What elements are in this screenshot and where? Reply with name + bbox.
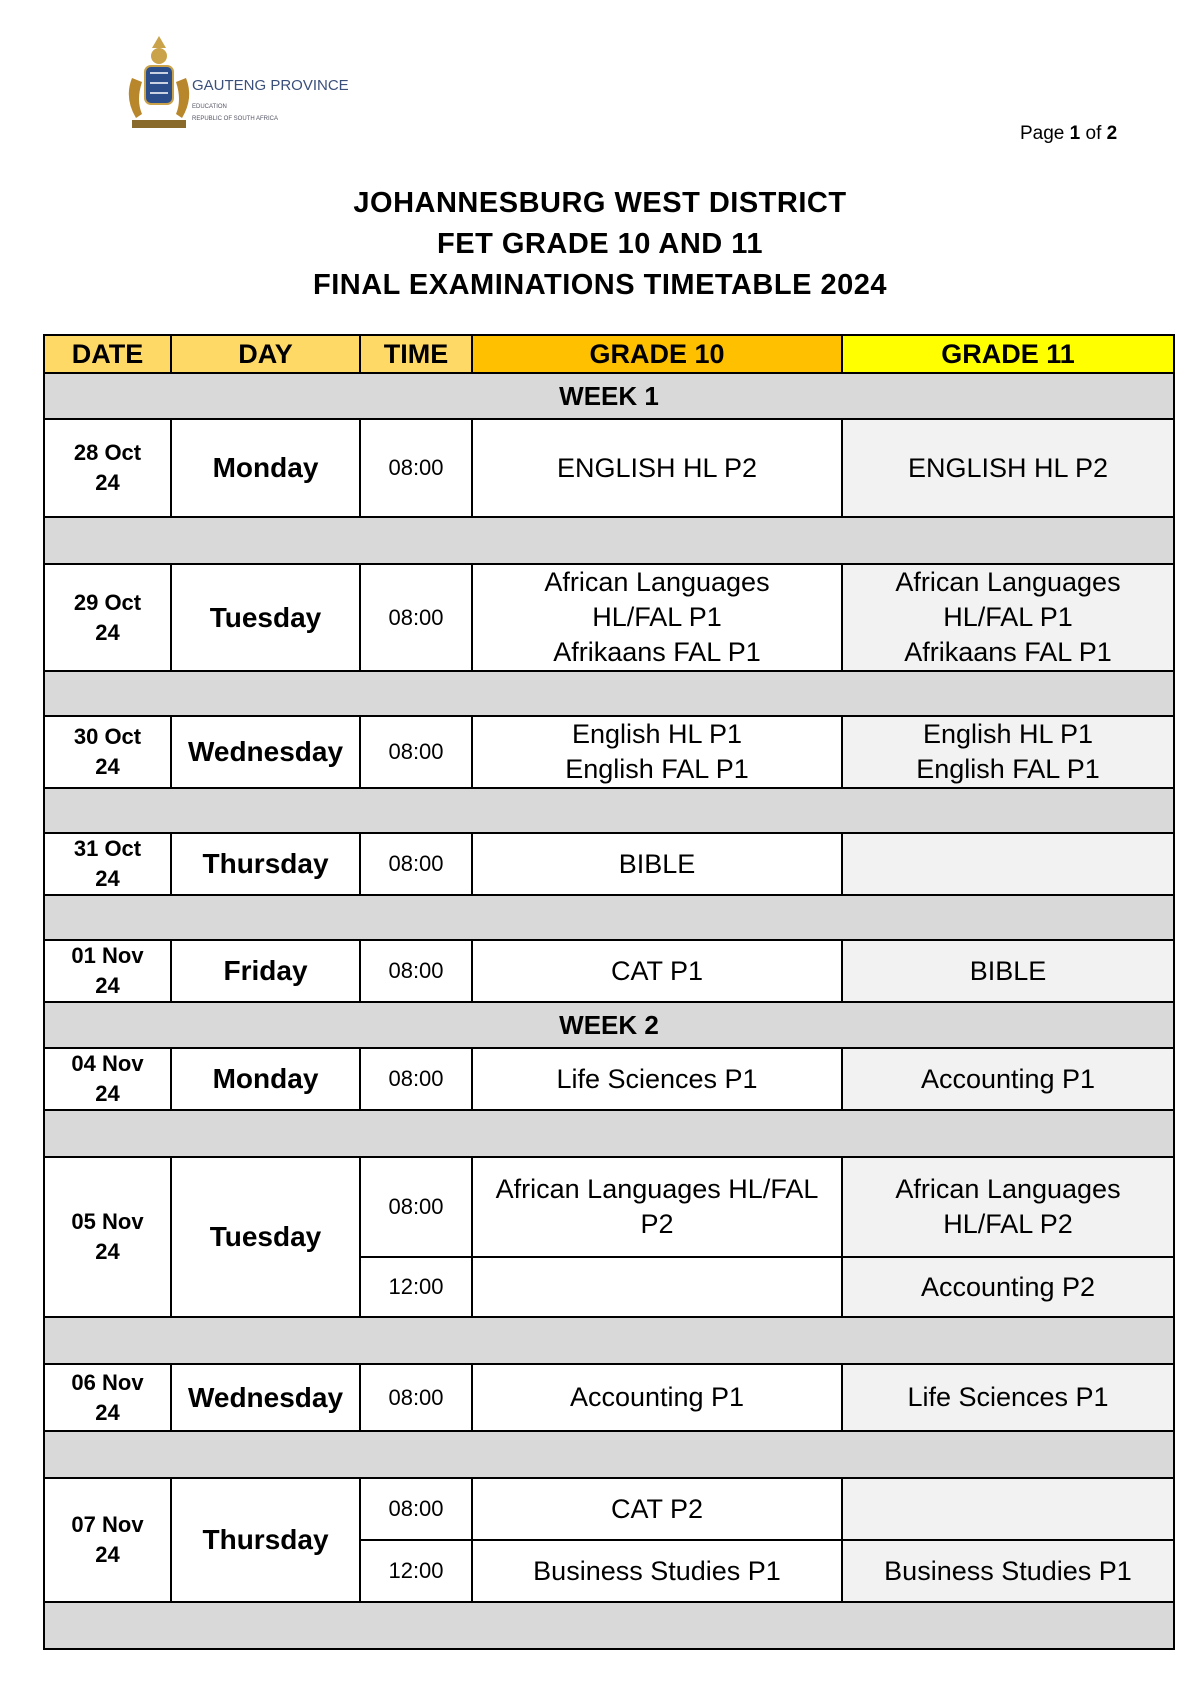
grade-10-cell: [472, 1540, 842, 1602]
cell-text-line: Business Studies P1: [533, 1555, 781, 1586]
cell-text-line: HL/FAL P2: [943, 1209, 1073, 1239]
cell-text-line: 24: [95, 1081, 120, 1106]
spacer-cell: [44, 517, 1174, 564]
grade-10-cell: [472, 1364, 842, 1431]
spacer-row: [44, 1317, 1174, 1364]
col-header-day: DAY: [171, 335, 360, 373]
grade-10-cell: [472, 1478, 842, 1540]
spacer-cell: [44, 788, 1174, 833]
col-header-time: TIME: [360, 335, 472, 373]
cell-text-line: Accounting P1: [920, 1063, 1096, 1094]
table-row: [44, 940, 1174, 1002]
cell-text-line: African Languages: [895, 1174, 1121, 1204]
cell-text-line: P2: [640, 1209, 674, 1239]
table-row: [44, 564, 1174, 671]
cell-text-line: 24: [95, 470, 120, 495]
cell-text-line: 24: [95, 866, 120, 891]
cell-text-line: 24: [95, 1239, 120, 1264]
cell-text-line: 07 Nov: [71, 1512, 144, 1537]
spacer-cell: [44, 1602, 1174, 1649]
grade-11-cell: [842, 716, 1174, 788]
cell-text-line: Business Studies P1: [884, 1555, 1132, 1586]
cell-text-line: Accounting P2: [920, 1271, 1096, 1302]
spacer-row: [44, 1431, 1174, 1478]
grade-11-cell: [842, 1364, 1174, 1431]
grade-11-cell: [842, 564, 1174, 671]
time-cell: 08:00: [360, 419, 472, 517]
cell-text-line: CAT P1: [610, 955, 704, 986]
day-cell: Thursday: [171, 833, 360, 895]
date-cell: [44, 1364, 171, 1431]
grade-10-cell: [472, 1257, 842, 1317]
table-row: [44, 419, 1174, 517]
cell-text-line: 29 Oct: [73, 589, 142, 615]
day-cell: Monday: [171, 1048, 360, 1110]
day-cell: Wednesday: [171, 1364, 360, 1431]
day-cell: Thursday: [171, 1478, 360, 1602]
spacer-row: [44, 788, 1174, 833]
cell-text-line: English HL P1: [571, 719, 743, 749]
date-cell: [44, 564, 171, 671]
time-cell: 12:00: [360, 1257, 472, 1317]
cell-text-line: 01 Nov: [71, 943, 144, 968]
cell-text-line: Afrikaans FAL P1: [904, 637, 1112, 667]
title-line-3: FINAL EXAMINATIONS TIMETABLE 2024: [313, 269, 887, 301]
cell-text-line: African Languages HL/FAL: [495, 1174, 819, 1204]
gauteng-province-logo: [112, 28, 349, 143]
cell-text-line: Afrikaans FAL P1: [553, 637, 761, 667]
spacer-row: [44, 1602, 1174, 1649]
date-cell: [44, 1048, 171, 1110]
time-cell: 08:00: [360, 1478, 472, 1540]
title-line-1: JOHANNESBURG WEST DISTRICT: [353, 187, 847, 219]
date-cell: [44, 1478, 171, 1602]
day-cell: Friday: [171, 940, 360, 1002]
cell-text-line: African Languages: [895, 567, 1121, 597]
cell-text-line: 24: [95, 754, 120, 779]
cell-text-line: 24: [95, 973, 120, 998]
date-cell: [44, 940, 171, 1002]
day-cell: Monday: [171, 419, 360, 517]
week-row: [44, 1002, 1174, 1048]
spacer-cell: [44, 1110, 1174, 1157]
cell-text-line: HL/FAL P1: [943, 602, 1073, 632]
exam-timetable: [43, 334, 1175, 1650]
cell-text-line: 28 Oct: [73, 440, 142, 465]
spacer-cell: [44, 671, 1174, 716]
cell-text-line: Accounting P1: [569, 1382, 745, 1412]
col-header-grade-11: GRADE 11: [842, 335, 1174, 373]
spacer-cell: [44, 1317, 1174, 1364]
day-cell: Wednesday: [171, 716, 360, 788]
grade-11-cell: [842, 1257, 1174, 1317]
cell-text-line: Life Sciences P1: [907, 1382, 1109, 1412]
grade-10-cell: [472, 833, 842, 895]
grade-10-cell: [472, 940, 842, 1002]
grade-10-cell: [472, 1157, 842, 1257]
week-label: WEEK 2: [44, 1002, 1174, 1048]
page-number: Page 1 of 2: [1020, 123, 1118, 144]
cell-text-line: 24: [95, 619, 120, 645]
time-cell: 08:00: [360, 564, 472, 671]
cell-text-line: 31 Oct: [73, 836, 142, 861]
date-cell: [44, 1157, 171, 1317]
cell-text-line: 30 Oct: [73, 724, 142, 749]
spacer-row: [44, 1110, 1174, 1157]
svg-text:EDUCATION: EDUCATION: [192, 104, 227, 110]
time-cell: 08:00: [360, 940, 472, 1002]
title-line-2: FET GRADE 10 AND 11: [437, 228, 763, 260]
cell-text-line: ENGLISH HL P2: [556, 452, 758, 483]
grade-11-cell: [842, 1478, 1174, 1540]
cell-text-line: English HL P1: [922, 719, 1094, 749]
time-cell: 08:00: [360, 1157, 472, 1257]
grade-11-cell: [842, 1157, 1174, 1257]
time-cell: 08:00: [360, 716, 472, 788]
table-row: [44, 716, 1174, 788]
cell-text-line: BIBLE: [969, 955, 1047, 986]
grade-11-cell: [842, 940, 1174, 1002]
cell-text-line: 24: [95, 1542, 120, 1567]
date-cell: [44, 833, 171, 895]
cell-text-line: Life Sciences P1: [556, 1063, 758, 1094]
cell-text-line: 06 Nov: [71, 1369, 144, 1395]
day-cell: Tuesday: [171, 1157, 360, 1317]
spacer-row: [44, 895, 1174, 940]
day-cell: Tuesday: [171, 564, 360, 671]
grade-10-cell: [472, 419, 842, 517]
svg-text:GAUTENG PROVINCE: GAUTENG PROVINCE: [192, 77, 349, 94]
spacer-cell: [44, 1431, 1174, 1478]
cell-text-line: BIBLE: [618, 848, 696, 879]
col-header-grade-10: GRADE 10: [472, 335, 842, 373]
header-row: [44, 335, 1174, 373]
grade-11-cell: [842, 833, 1174, 895]
time-cell: 08:00: [360, 833, 472, 895]
time-cell: 12:00: [360, 1540, 472, 1602]
table-row: [44, 1157, 1174, 1257]
spacer-cell: [44, 895, 1174, 940]
grade-11-cell: [842, 1540, 1174, 1602]
time-cell: 08:00: [360, 1364, 472, 1431]
spacer-row: [44, 671, 1174, 716]
cell-text-line: English FAL P1: [565, 754, 749, 784]
cell-text-line: English FAL P1: [916, 754, 1100, 784]
table-row: [44, 833, 1174, 895]
date-cell: [44, 716, 171, 788]
table-row: [44, 1364, 1174, 1431]
week-row: [44, 373, 1174, 419]
svg-text:REPUBLIC OF SOUTH AFRICA: REPUBLIC OF SOUTH AFRICA: [192, 116, 279, 122]
cell-text-line: 05 Nov: [71, 1209, 144, 1234]
grade-11-cell: [842, 419, 1174, 517]
table-row: [44, 1478, 1174, 1540]
grade-10-cell: [472, 716, 842, 788]
cell-text-line: African Languages: [544, 567, 770, 597]
cell-text-line: 04 Nov: [71, 1051, 144, 1076]
grade-10-cell: [472, 1048, 842, 1110]
grade-11-cell: [842, 1048, 1174, 1110]
week-label: WEEK 1: [44, 373, 1174, 419]
cell-text-line: HL/FAL P1: [592, 602, 722, 632]
coat-of-arms-icon: [129, 36, 189, 128]
date-cell: [44, 419, 171, 517]
cell-text-line: 24: [95, 1399, 120, 1425]
time-cell: 08:00: [360, 1048, 472, 1110]
cell-text-line: CAT P2: [610, 1493, 704, 1524]
spacer-row: [44, 517, 1174, 564]
cell-text-line: ENGLISH HL P2: [907, 452, 1109, 483]
table-row: [44, 1048, 1174, 1110]
col-header-date: DATE: [44, 335, 171, 373]
grade-10-cell: [472, 564, 842, 671]
